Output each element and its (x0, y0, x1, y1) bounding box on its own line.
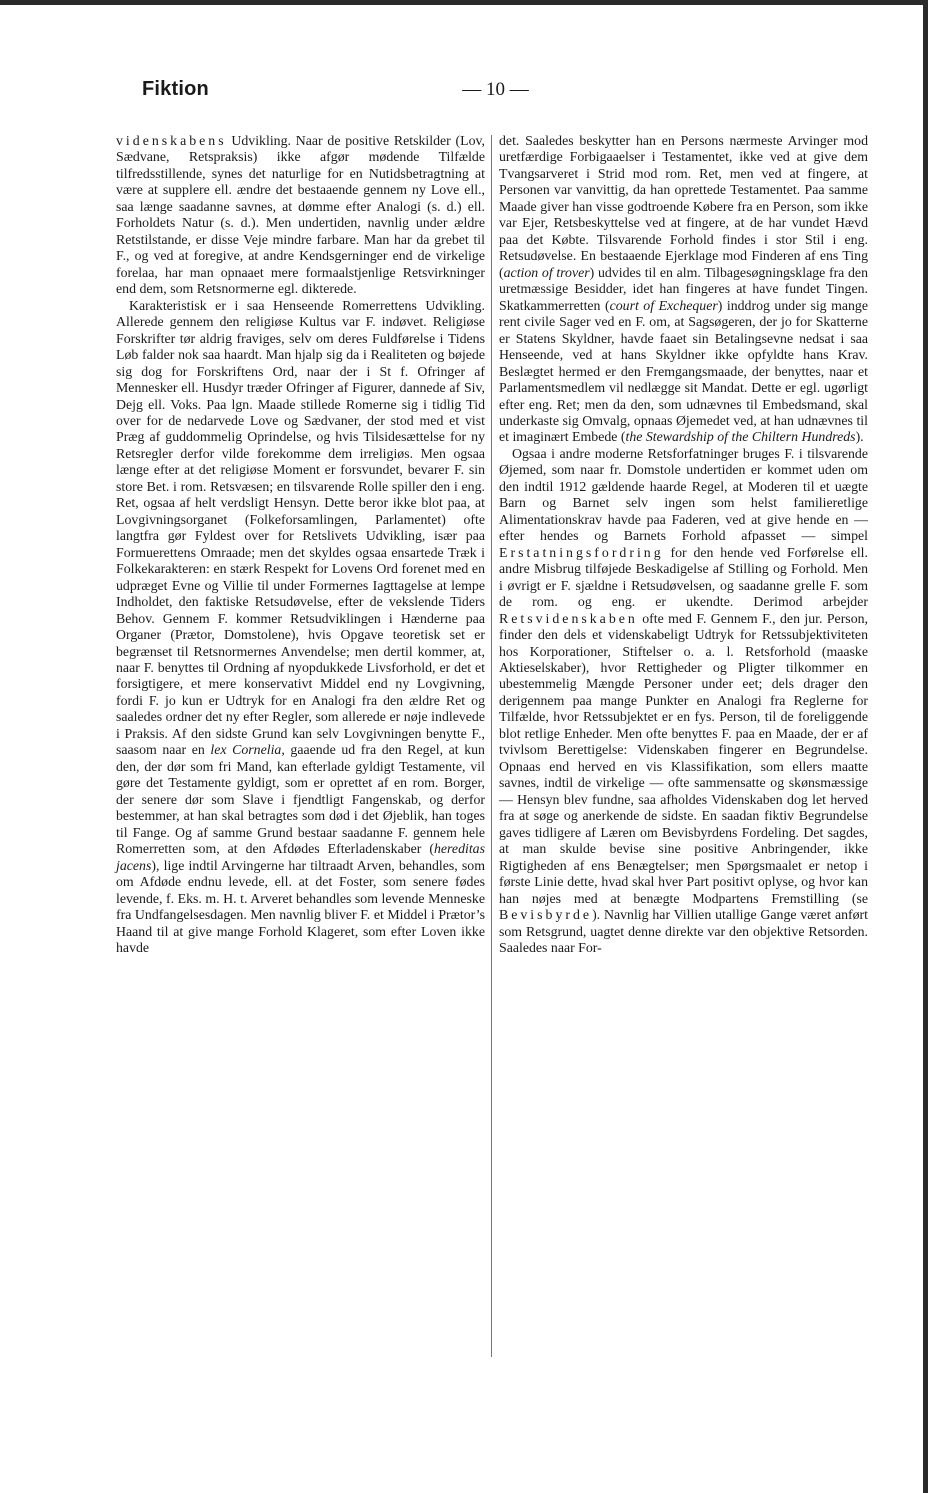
paragraph-text: Ogsaa i andre moderne Retsforfatninger bruges F. i tilsvarende Øjemed, som naar fr. Domstole undertiden er kommet uden om den indtil 1912 gældende haarde Regel, at Moderen til et uægte Barn og Barnet selv ingen som helst familieretlige Alimentationskrav havde paa Faderen, ved at give hende en — efter hendes og Barnets Forhold afpasset — simpel (499, 445, 868, 544)
english-term: the Stewardship of the Chiltern Hundreds (625, 429, 856, 445)
paragraph-roman-law (116, 298, 485, 957)
latin-term: hereditas jacens (116, 841, 485, 873)
running-title: Fiktion (142, 78, 209, 100)
cross-reference: Bevisbyrde (499, 907, 593, 923)
paragraph-text: ). Navnlig har Villien utallige Gange været anført som Retsgrund, uagtet denne direkte var den objektive Retsorden. Saaledes naar For- (499, 907, 868, 955)
paragraph-text: Udvikling. Naar de positive Retskilder (Lov, Sædvane, Retspraksis) ikke afgør mødende Tilfælde tilfredsstillende, synes det naturlige for en Nutidsbetragtning at være at supplere ell. ændre det bestaaende gennem ny Love ell., saa længe saadanne savnes, at dømme efter Analogi (s. d.) ell. Forholdets Natur (s. d.). Men undertiden, navnlig under ældre Retstilstande, er disse Veje mindre farbare. Man har da grebet til F., og ved at foregive, at andre Kendsgerninger end de virkelige forelaa, har man opnaaet mere formaalstjenlige Retsvirkninger end dem, som Retsnormerne egl. dikterede. (116, 133, 485, 297)
spaced-term: videnskabens (116, 133, 227, 148)
page-header (118, 78, 873, 106)
left-column (116, 133, 485, 956)
page-top-border (0, 0, 928, 5)
paragraph-text: ). (855, 429, 864, 445)
english-term: court of Exchequer (609, 297, 718, 313)
paragraph-continued (116, 133, 485, 298)
paragraph-continued (499, 133, 868, 446)
paragraph-modern-law (499, 446, 868, 957)
latin-term: lex Cornelia (210, 742, 282, 758)
paragraph-text: ) udvides til en alm. Tilbagesøgningsklage fra den uretmæssige Besidder, idet han fingeres at have fundet Tingen. Skatkammerretten ( (499, 264, 868, 313)
paragraph-text: ) inddrog under sig mange rent civile Sager ved en F. om, at Sagsøgeren, der jo for Skatterne er Statens Skyldner, havde faaet sin Betalingsevne nedsat i saa Henseende, ved at hans Skyldner ikke opfyldte hans Krav. Beslægtet hermed er den Fremgangsmaade, der benyttes, naar et Parlamentsmedlem vil nedlægge sit Mandat. Dette er egl. ugørligt efter eng. Ret; men da den, som udnævnes til Embedsmand, skal underkaste sig Omvalg, opnaas Øjemedet ved, at han udnævnes til et imaginært Embede ( (499, 297, 868, 445)
right-column (499, 133, 868, 956)
paragraph-text: , gaaende ud fra den Regel, at kun den, der dør som fri Mand, kan efterlade gyldigt Testamente, vil gøre det Testamente gyldigt, som er oprettet af en rom. Borger, der senere dør som Slave i fjendtligt Fangenskab, og derfor bestemmer, at han skal betragtes som død i det Øjeblik, han toges til Fange. Og af samme Grund bestaar saadanne F. gennem hele Romerretten som, at den Afdødes Efterladenskaber ( (116, 742, 485, 857)
english-term: action of trover (503, 264, 590, 280)
page-right-border (923, 0, 928, 1493)
paragraph-text: Karakteristisk er i saa Henseende Romerrettens Udvikling. Allerede gennem den religiøse Kultus var F. indøvet. Religiøse Forskrifter tør aldrig fraviges, selv om deres Fuldførelse i Tidens Løb falder nok saa haardt. Man hjalp sig da i Realiteten og bøjede sig dog for Forskriftens Ord, naar der i St f. Ofringer af Mennesker ell. Husdyr træder Ofringer af Figurer, dannede af Siv, Dejg ell. Voks. Paa lgn. Maade stillede Romerne sig i tidlig Tid over for de nedarvede Love og Sædvaner, der stod med et vist Præg af guddommelig Oprindelse, og hvis Tilsidesættelse for ny Retsregler derfor vilde forekomme dem irreligiøs. Men ogsaa længe efter at det religiøse Moment er forsvundet, bevarer F. sin store Bet. i rom. Retsvæsen; en tilsvarende Rolle spiller den i eng. Ret, ogsaa af helt verdsligt Hensyn. Dette beror ikke blot paa, at Lovgivningsorganet (Folkeforsamlingen, Parlamentet) ofte langtfra gør Fyldest over for Retslivets Udvikling, især paa Formuerettens Omraade; men det skyldes ogsaa ensartede Træk i Folkekarakteren: en stærk Respekt for Lovens Ord forenet med en udpræget Evne og Villie til under Formernes Iagttagelse at lempe Indholdet, den faktiske Retsudøvelse, efter de vekslende Tiders Behov. Gennem F. kommer Retsudviklingen i Hænderne paa Organer (Prætor, Domstolene), hvis Opgave teoretisk set er begrænset til Retsnormernes Anvendelse; men dertil kommer, at, naar F. benyttes til Ordning af nyopdukkede Livsforhold, er det et forsigtigere, et mere konservativt Middel end ny Lovgivning, fordi F. jo kun er Udtryk for en Analogi fra den ældre Ret og saaledes ordner det ny efter Regler, som allerede er nøje indlevede i Praksis. Af den sidste Grund kan selv Lovgivningen benytte F., saasom naar en (116, 297, 485, 758)
spaced-term: Erstatningsfordring (499, 544, 664, 560)
column-divider (491, 135, 492, 1357)
paragraph-text: ofte med F. Gennem F., den jur. Person, finder den dels et videnskabeligt Udtryk for Retssubjektiviteten hos Korporationer, Stiftelser o. a. l. Retsforhold (maaske Aktieselskaber), hvor Rettigheder og Pligter tilkommer en ubestemmelig Mængde Personer under eet; dels drager den derigennem paa mange Punkter en Analogi fra Reglerne for Tilfælde, hvor Retssubjektet er en fys. Person, til de foreliggende blot retlige Enheder. Men ofte benyttes F. paa en Maade, der er af tvivlsom Berettigelse: Videnskaben fingerer en Begrundelse. Opnaas end herved en vis Klassifikation, som ellers maatte savnes, indtil de virkelige — ofte sammensatte og skønsmæssige — Hensyn blev fundne, saa afholdes Videnskaben dog let herved fra at søge og anerkende de sidste. En saadan fiktiv Begrundelse gaves tidligere af Læren om Bevisbyrdens Fordeling. Det sagdes, at man skulde bevise sine positive Anbringender, ikke Rigtigheden af ens Benægtelser; men Spørgsmaalet er netop i første Linie dette, hvad skal hver Part positivt oplyse, og hvor kan han nøjes med at benægte Modpartens Fremstilling (se (499, 610, 868, 906)
spaced-term: Retsvidenskaben (499, 610, 638, 626)
paragraph-text: det. Saaledes beskytter han en Persons nærmeste Arvinger mod uretfærdige Forbigaaelser i Testamentet, ikke ved at give dem Tvangsarveret i Strid mod rom. Ret, men ved at fingere, at Personen var vanvittig, da han oprettede Testamentet. Paa samme Maade giver han visse godtroende Købere fra en Person, som ikke var Ejer, Retsbeskyttelse ved at fingere, at de har vundet Hævd paa det Købte. Tilsvarende Forhold findes i stor Stil i eng. Retsudøvelse. En bestaaende Ejerklage mod Finderen af ens Ting ( (499, 133, 868, 280)
paragraph-text: ), lige indtil Arvingerne har tiltraadt Arven, behandles, som om Afdøde endnu levede, ell. at det Foster, som senere fødes levende, f. Eks. m. H. t. Arveret behandles som levende Menneske fra Undfangelsesdagen. Men navnlig bliver F. et Middel i Prætor’s Haand til at give mange Forhold Klageret, som efter Loven ikke havde (116, 857, 485, 955)
page-number: — 10 — (462, 79, 529, 100)
paragraph-text: for den hende ved Forførelse ell. andre Misbrug tilføjede Beskadigelse af Stilling og Forhold. Men i øvrigt er F. sjældne i Retsudøvelsen, og saadanne grelle F. som de rom. og eng. er ukendte. Derimod arbejder (499, 544, 868, 610)
